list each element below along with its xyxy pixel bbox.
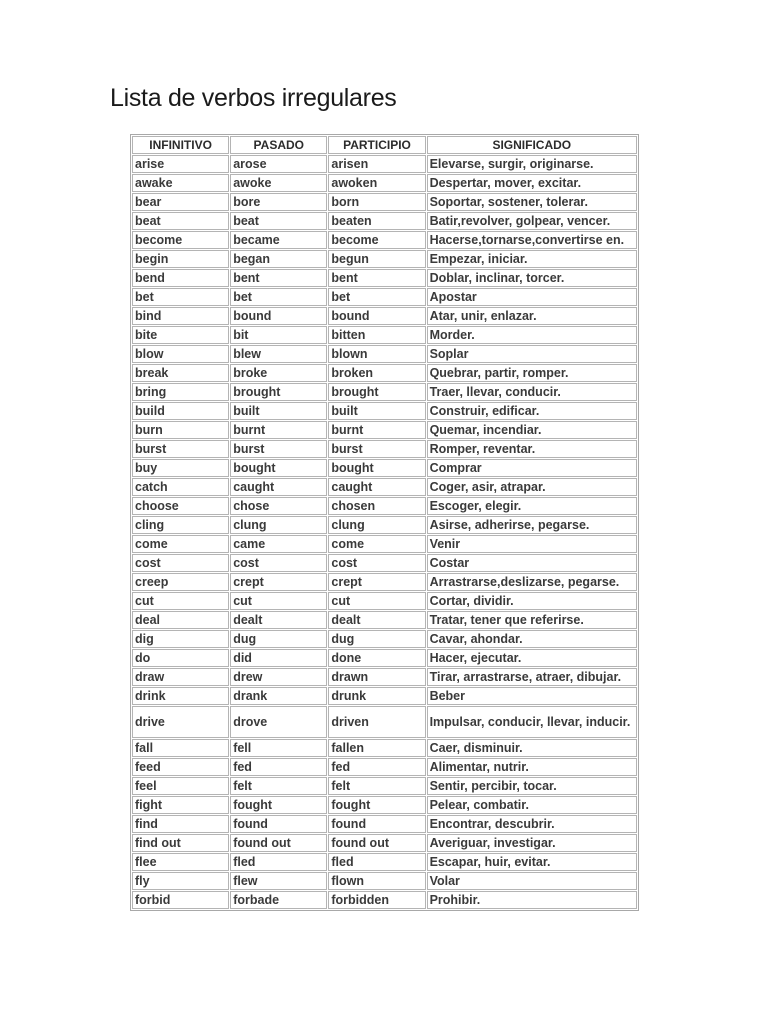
table-row <box>132 573 637 591</box>
cell-pasado: found <box>230 815 327 833</box>
cell-significado: Traer, llevar, conducir. <box>427 383 637 401</box>
table-row <box>132 554 637 572</box>
cell-infinitivo: begin <box>132 250 229 268</box>
cell-pasado: fled <box>230 853 327 871</box>
table-row <box>132 326 637 344</box>
cell-pasado: clung <box>230 516 327 534</box>
cell-significado: Caer, disminuir. <box>427 739 637 757</box>
cell-significado: Despertar, mover, excitar. <box>427 174 637 192</box>
cell-pasado: bet <box>230 288 327 306</box>
cell-participio: found out <box>328 834 425 852</box>
header-row <box>132 136 637 154</box>
cell-participio: drunk <box>328 687 425 705</box>
cell-infinitivo: cost <box>132 554 229 572</box>
cell-infinitivo: feed <box>132 758 229 776</box>
cell-participio: bound <box>328 307 425 325</box>
cell-participio: fought <box>328 796 425 814</box>
table-row <box>132 516 637 534</box>
cell-participio: fed <box>328 758 425 776</box>
cell-significado: Pelear, combatir. <box>427 796 637 814</box>
table-row <box>132 212 637 230</box>
cell-pasado: fell <box>230 739 327 757</box>
table-row <box>132 649 637 667</box>
cell-significado: Apostar <box>427 288 637 306</box>
cell-significado: Tirar, arrastrarse, atraer, dibujar. <box>427 668 637 686</box>
cell-significado: Tratar, tener que referirse. <box>427 611 637 629</box>
table-row <box>132 193 637 211</box>
cell-participio: begun <box>328 250 425 268</box>
cell-pasado: felt <box>230 777 327 795</box>
cell-significado: Romper, reventar. <box>427 440 637 458</box>
cell-participio: become <box>328 231 425 249</box>
table-row <box>132 459 637 477</box>
cell-significado: Sentir, percibir, tocar. <box>427 777 637 795</box>
table-row <box>132 307 637 325</box>
cell-pasado: built <box>230 402 327 420</box>
cell-significado: Doblar, inclinar, torcer. <box>427 269 637 287</box>
table-row <box>132 630 637 648</box>
cell-pasado: caught <box>230 478 327 496</box>
table-row <box>132 174 637 192</box>
cell-infinitivo: burn <box>132 421 229 439</box>
header-significado: SIGNIFICADO <box>427 136 637 154</box>
cell-participio: bent <box>328 269 425 287</box>
cell-infinitivo: bear <box>132 193 229 211</box>
cell-pasado: dug <box>230 630 327 648</box>
cell-infinitivo: burst <box>132 440 229 458</box>
cell-infinitivo: bend <box>132 269 229 287</box>
cell-significado: Alimentar, nutrir. <box>427 758 637 776</box>
cell-significado: Hacer, ejecutar. <box>427 649 637 667</box>
cell-infinitivo: drive <box>132 706 229 738</box>
table-row <box>132 668 637 686</box>
cell-significado: Morder. <box>427 326 637 344</box>
cell-significado: Costar <box>427 554 637 572</box>
cell-pasado: chose <box>230 497 327 515</box>
cell-significado: Beber <box>427 687 637 705</box>
cell-significado: Cavar, ahondar. <box>427 630 637 648</box>
cell-significado: Comprar <box>427 459 637 477</box>
cell-pasado: forbade <box>230 891 327 909</box>
cell-infinitivo: bind <box>132 307 229 325</box>
cell-participio: awoken <box>328 174 425 192</box>
table-row <box>132 250 637 268</box>
cell-pasado: found out <box>230 834 327 852</box>
cell-pasado: blew <box>230 345 327 363</box>
cell-significado: Impulsar, conducir, llevar, inducir. <box>427 706 637 738</box>
table-row <box>132 611 637 629</box>
cell-participio: beaten <box>328 212 425 230</box>
table-row <box>132 421 637 439</box>
cell-significado: Escoger, elegir. <box>427 497 637 515</box>
cell-significado: Arrastrarse,deslizarse, pegarse. <box>427 573 637 591</box>
cell-infinitivo: cling <box>132 516 229 534</box>
cell-infinitivo: break <box>132 364 229 382</box>
cell-participio: brought <box>328 383 425 401</box>
cell-participio: fallen <box>328 739 425 757</box>
cell-pasado: burnt <box>230 421 327 439</box>
cell-pasado: crept <box>230 573 327 591</box>
cell-pasado: bore <box>230 193 327 211</box>
table-row <box>132 706 637 738</box>
cell-infinitivo: choose <box>132 497 229 515</box>
cell-infinitivo: do <box>132 649 229 667</box>
cell-significado: Volar <box>427 872 637 890</box>
table-row <box>132 155 637 173</box>
cell-significado: Prohibir. <box>427 891 637 909</box>
table-row <box>132 231 637 249</box>
cell-infinitivo: draw <box>132 668 229 686</box>
cell-significado: Soplar <box>427 345 637 363</box>
cell-pasado: fed <box>230 758 327 776</box>
cell-participio: fled <box>328 853 425 871</box>
cell-participio: cost <box>328 554 425 572</box>
cell-participio: bitten <box>328 326 425 344</box>
cell-pasado: drew <box>230 668 327 686</box>
cell-participio: blown <box>328 345 425 363</box>
cell-significado: Cortar, dividir. <box>427 592 637 610</box>
table-row <box>132 364 637 382</box>
table-row <box>132 383 637 401</box>
cell-infinitivo: buy <box>132 459 229 477</box>
cell-infinitivo: come <box>132 535 229 553</box>
cell-participio: forbidden <box>328 891 425 909</box>
cell-infinitivo: arise <box>132 155 229 173</box>
table-row <box>132 687 637 705</box>
cell-pasado: fought <box>230 796 327 814</box>
table-row <box>132 535 637 553</box>
cell-pasado: drove <box>230 706 327 738</box>
cell-pasado: beat <box>230 212 327 230</box>
table-row <box>132 592 637 610</box>
cell-infinitivo: feel <box>132 777 229 795</box>
cell-infinitivo: blow <box>132 345 229 363</box>
cell-significado: Elevarse, surgir, originarse. <box>427 155 637 173</box>
cell-infinitivo: catch <box>132 478 229 496</box>
cell-infinitivo: fight <box>132 796 229 814</box>
cell-significado: Encontrar, descubrir. <box>427 815 637 833</box>
table-row <box>132 478 637 496</box>
table-row <box>132 853 637 871</box>
table-row <box>132 777 637 795</box>
cell-participio: found <box>328 815 425 833</box>
cell-infinitivo: fly <box>132 872 229 890</box>
cell-significado: Batir,revolver, golpear, vencer. <box>427 212 637 230</box>
cell-pasado: bound <box>230 307 327 325</box>
cell-participio: dealt <box>328 611 425 629</box>
cell-infinitivo: beat <box>132 212 229 230</box>
cell-pasado: burst <box>230 440 327 458</box>
cell-infinitivo: bring <box>132 383 229 401</box>
cell-infinitivo: bite <box>132 326 229 344</box>
cell-significado: Atar, unir, enlazar. <box>427 307 637 325</box>
cell-infinitivo: flee <box>132 853 229 871</box>
cell-pasado: did <box>230 649 327 667</box>
cell-significado: Soportar, sostener, tolerar. <box>427 193 637 211</box>
cell-pasado: drank <box>230 687 327 705</box>
cell-participio: arisen <box>328 155 425 173</box>
table-row <box>132 269 637 287</box>
header-participio: PARTICIPIO <box>328 136 425 154</box>
table-row <box>132 815 637 833</box>
cell-significado: Venir <box>427 535 637 553</box>
cell-participio: crept <box>328 573 425 591</box>
cell-infinitivo: forbid <box>132 891 229 909</box>
cell-participio: driven <box>328 706 425 738</box>
verb-table <box>130 134 639 911</box>
cell-infinitivo: bet <box>132 288 229 306</box>
cell-participio: done <box>328 649 425 667</box>
cell-participio: felt <box>328 777 425 795</box>
cell-significado: Quemar, incendiar. <box>427 421 637 439</box>
cell-participio: bet <box>328 288 425 306</box>
cell-significado: Construir, edificar. <box>427 402 637 420</box>
cell-pasado: arose <box>230 155 327 173</box>
cell-participio: dug <box>328 630 425 648</box>
cell-pasado: bit <box>230 326 327 344</box>
cell-significado: Hacerse,tornarse,convertirse en. <box>427 231 637 249</box>
cell-pasado: brought <box>230 383 327 401</box>
cell-participio: flown <box>328 872 425 890</box>
verb-table-body <box>132 155 637 909</box>
cell-infinitivo: awake <box>132 174 229 192</box>
cell-infinitivo: fall <box>132 739 229 757</box>
cell-participio: clung <box>328 516 425 534</box>
cell-infinitivo: become <box>132 231 229 249</box>
table-row <box>132 440 637 458</box>
cell-significado: Asirse, adherirse, pegarse. <box>427 516 637 534</box>
cell-significado: Quebrar, partir, romper. <box>427 364 637 382</box>
cell-participio: built <box>328 402 425 420</box>
table-row <box>132 288 637 306</box>
cell-significado: Averiguar, investigar. <box>427 834 637 852</box>
header-infinitivo: INFINITIVO <box>132 136 229 154</box>
cell-participio: born <box>328 193 425 211</box>
cell-pasado: bent <box>230 269 327 287</box>
cell-pasado: came <box>230 535 327 553</box>
cell-participio: burnt <box>328 421 425 439</box>
table-row <box>132 739 637 757</box>
cell-participio: come <box>328 535 425 553</box>
cell-significado: Empezar, iniciar. <box>427 250 637 268</box>
cell-pasado: cut <box>230 592 327 610</box>
cell-pasado: began <box>230 250 327 268</box>
table-row <box>132 834 637 852</box>
cell-pasado: bought <box>230 459 327 477</box>
table-row <box>132 402 637 420</box>
cell-infinitivo: build <box>132 402 229 420</box>
cell-participio: cut <box>328 592 425 610</box>
cell-participio: bought <box>328 459 425 477</box>
cell-significado: Coger, asir, atrapar. <box>427 478 637 496</box>
table-row <box>132 497 637 515</box>
cell-infinitivo: deal <box>132 611 229 629</box>
cell-infinitivo: find <box>132 815 229 833</box>
cell-infinitivo: creep <box>132 573 229 591</box>
cell-participio: chosen <box>328 497 425 515</box>
cell-pasado: awoke <box>230 174 327 192</box>
cell-infinitivo: cut <box>132 592 229 610</box>
cell-pasado: broke <box>230 364 327 382</box>
cell-pasado: cost <box>230 554 327 572</box>
cell-infinitivo: dig <box>132 630 229 648</box>
table-row <box>132 345 637 363</box>
cell-pasado: dealt <box>230 611 327 629</box>
cell-participio: broken <box>328 364 425 382</box>
cell-participio: burst <box>328 440 425 458</box>
header-pasado: PASADO <box>230 136 327 154</box>
cell-pasado: flew <box>230 872 327 890</box>
page-title: Lista de verbos irregulares <box>110 84 397 112</box>
cell-infinitivo: drink <box>132 687 229 705</box>
cell-participio: caught <box>328 478 425 496</box>
table-row <box>132 872 637 890</box>
cell-pasado: became <box>230 231 327 249</box>
table-row <box>132 796 637 814</box>
cell-participio: drawn <box>328 668 425 686</box>
table-row <box>132 891 637 909</box>
cell-infinitivo: find out <box>132 834 229 852</box>
cell-significado: Escapar, huir, evitar. <box>427 853 637 871</box>
table-row <box>132 758 637 776</box>
